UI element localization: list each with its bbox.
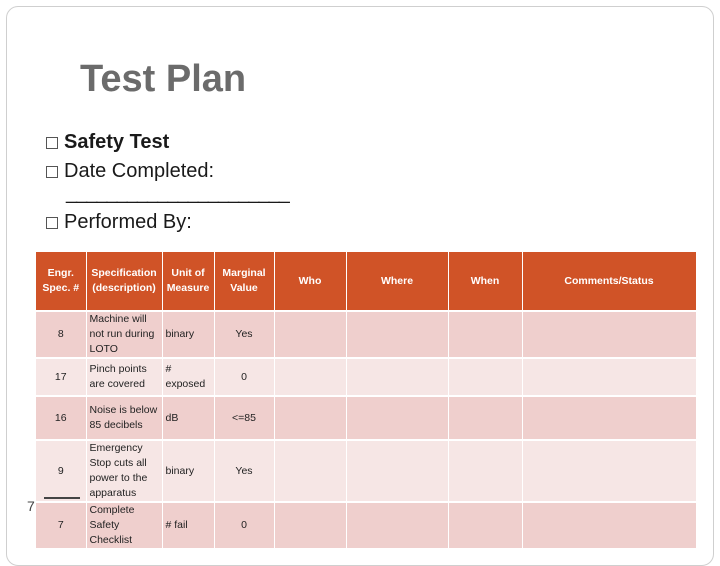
table-row (36, 358, 696, 396)
cell-spec-number: 16 (36, 396, 86, 440)
table-row (36, 396, 696, 440)
header-specification: Specification (description) (86, 252, 162, 311)
page-number: 7 (27, 498, 35, 514)
table-header-row (36, 252, 696, 311)
cell-marginal-value: <=85 (214, 396, 274, 440)
cell-specification: Machine will not run during LOTO (86, 311, 162, 358)
checkbox-icon (46, 166, 58, 178)
cell-comments (522, 440, 696, 502)
checkbox-icon (46, 217, 58, 229)
cell-spec-number: 17 (36, 358, 86, 396)
header-marginal-value: Marginal Value (214, 252, 274, 311)
cell-marginal-value: 0 (214, 358, 274, 396)
cell-when (448, 440, 522, 502)
bullet-list (46, 128, 466, 237)
cell-spec-number: 9 (36, 440, 86, 502)
cell-who (274, 396, 346, 440)
cell-comments (522, 311, 696, 358)
table-row (36, 311, 696, 358)
cell-specification: Pinch points are covered (86, 358, 162, 396)
table-row (36, 502, 696, 549)
cell-unit: # fail (162, 502, 214, 549)
bullet-label: Performed By: (64, 211, 192, 233)
cell-spec-number: 8 (36, 311, 86, 358)
cell-specification: Complete Safety Checklist (86, 502, 162, 549)
cell-unit: # exposed (162, 358, 214, 396)
cell-spec-number: 7 (36, 502, 86, 549)
page-title: Test Plan (80, 58, 247, 100)
cell-comments (522, 502, 696, 549)
cell-when (448, 311, 522, 358)
cell-marginal-value: Yes (214, 311, 274, 358)
checkbox-icon (46, 137, 58, 149)
cell-unit: binary (162, 440, 214, 502)
cell-who (274, 358, 346, 396)
page-number-rule (44, 497, 80, 499)
header-who: Who (274, 252, 346, 311)
cell-when (448, 396, 522, 440)
cell-when (448, 358, 522, 396)
cell-where (346, 502, 448, 549)
cell-where (346, 440, 448, 502)
cell-who (274, 311, 346, 358)
bullet-label: Date Completed: (64, 160, 215, 182)
cell-specification: Emergency Stop cuts all power to the apparatus (86, 440, 162, 502)
blank-line: ______________________ (66, 182, 289, 204)
cell-where (346, 396, 448, 440)
cell-unit: binary (162, 311, 214, 358)
cell-specification: Noise is below 85 decibels (86, 396, 162, 440)
header-unit: Unit of Measure (162, 252, 214, 311)
cell-comments (522, 396, 696, 440)
cell-who (274, 440, 346, 502)
cell-comments (522, 358, 696, 396)
bullet-safety-test (46, 128, 466, 157)
cell-marginal-value: 0 (214, 502, 274, 549)
header-when: When (448, 252, 522, 311)
header-comments: Comments/Status (522, 252, 696, 311)
header-engr-spec: Engr. Spec. # (36, 252, 86, 311)
cell-who (274, 502, 346, 549)
cell-unit: dB (162, 396, 214, 440)
bullet-performed-by (46, 208, 466, 237)
cell-marginal-value: Yes (214, 440, 274, 502)
cell-where (346, 311, 448, 358)
cell-when (448, 502, 522, 549)
table-row (36, 440, 696, 502)
cell-where (346, 358, 448, 396)
bullet-label: Safety Test (64, 131, 170, 153)
test-plan-table (36, 252, 697, 550)
header-where: Where (346, 252, 448, 311)
